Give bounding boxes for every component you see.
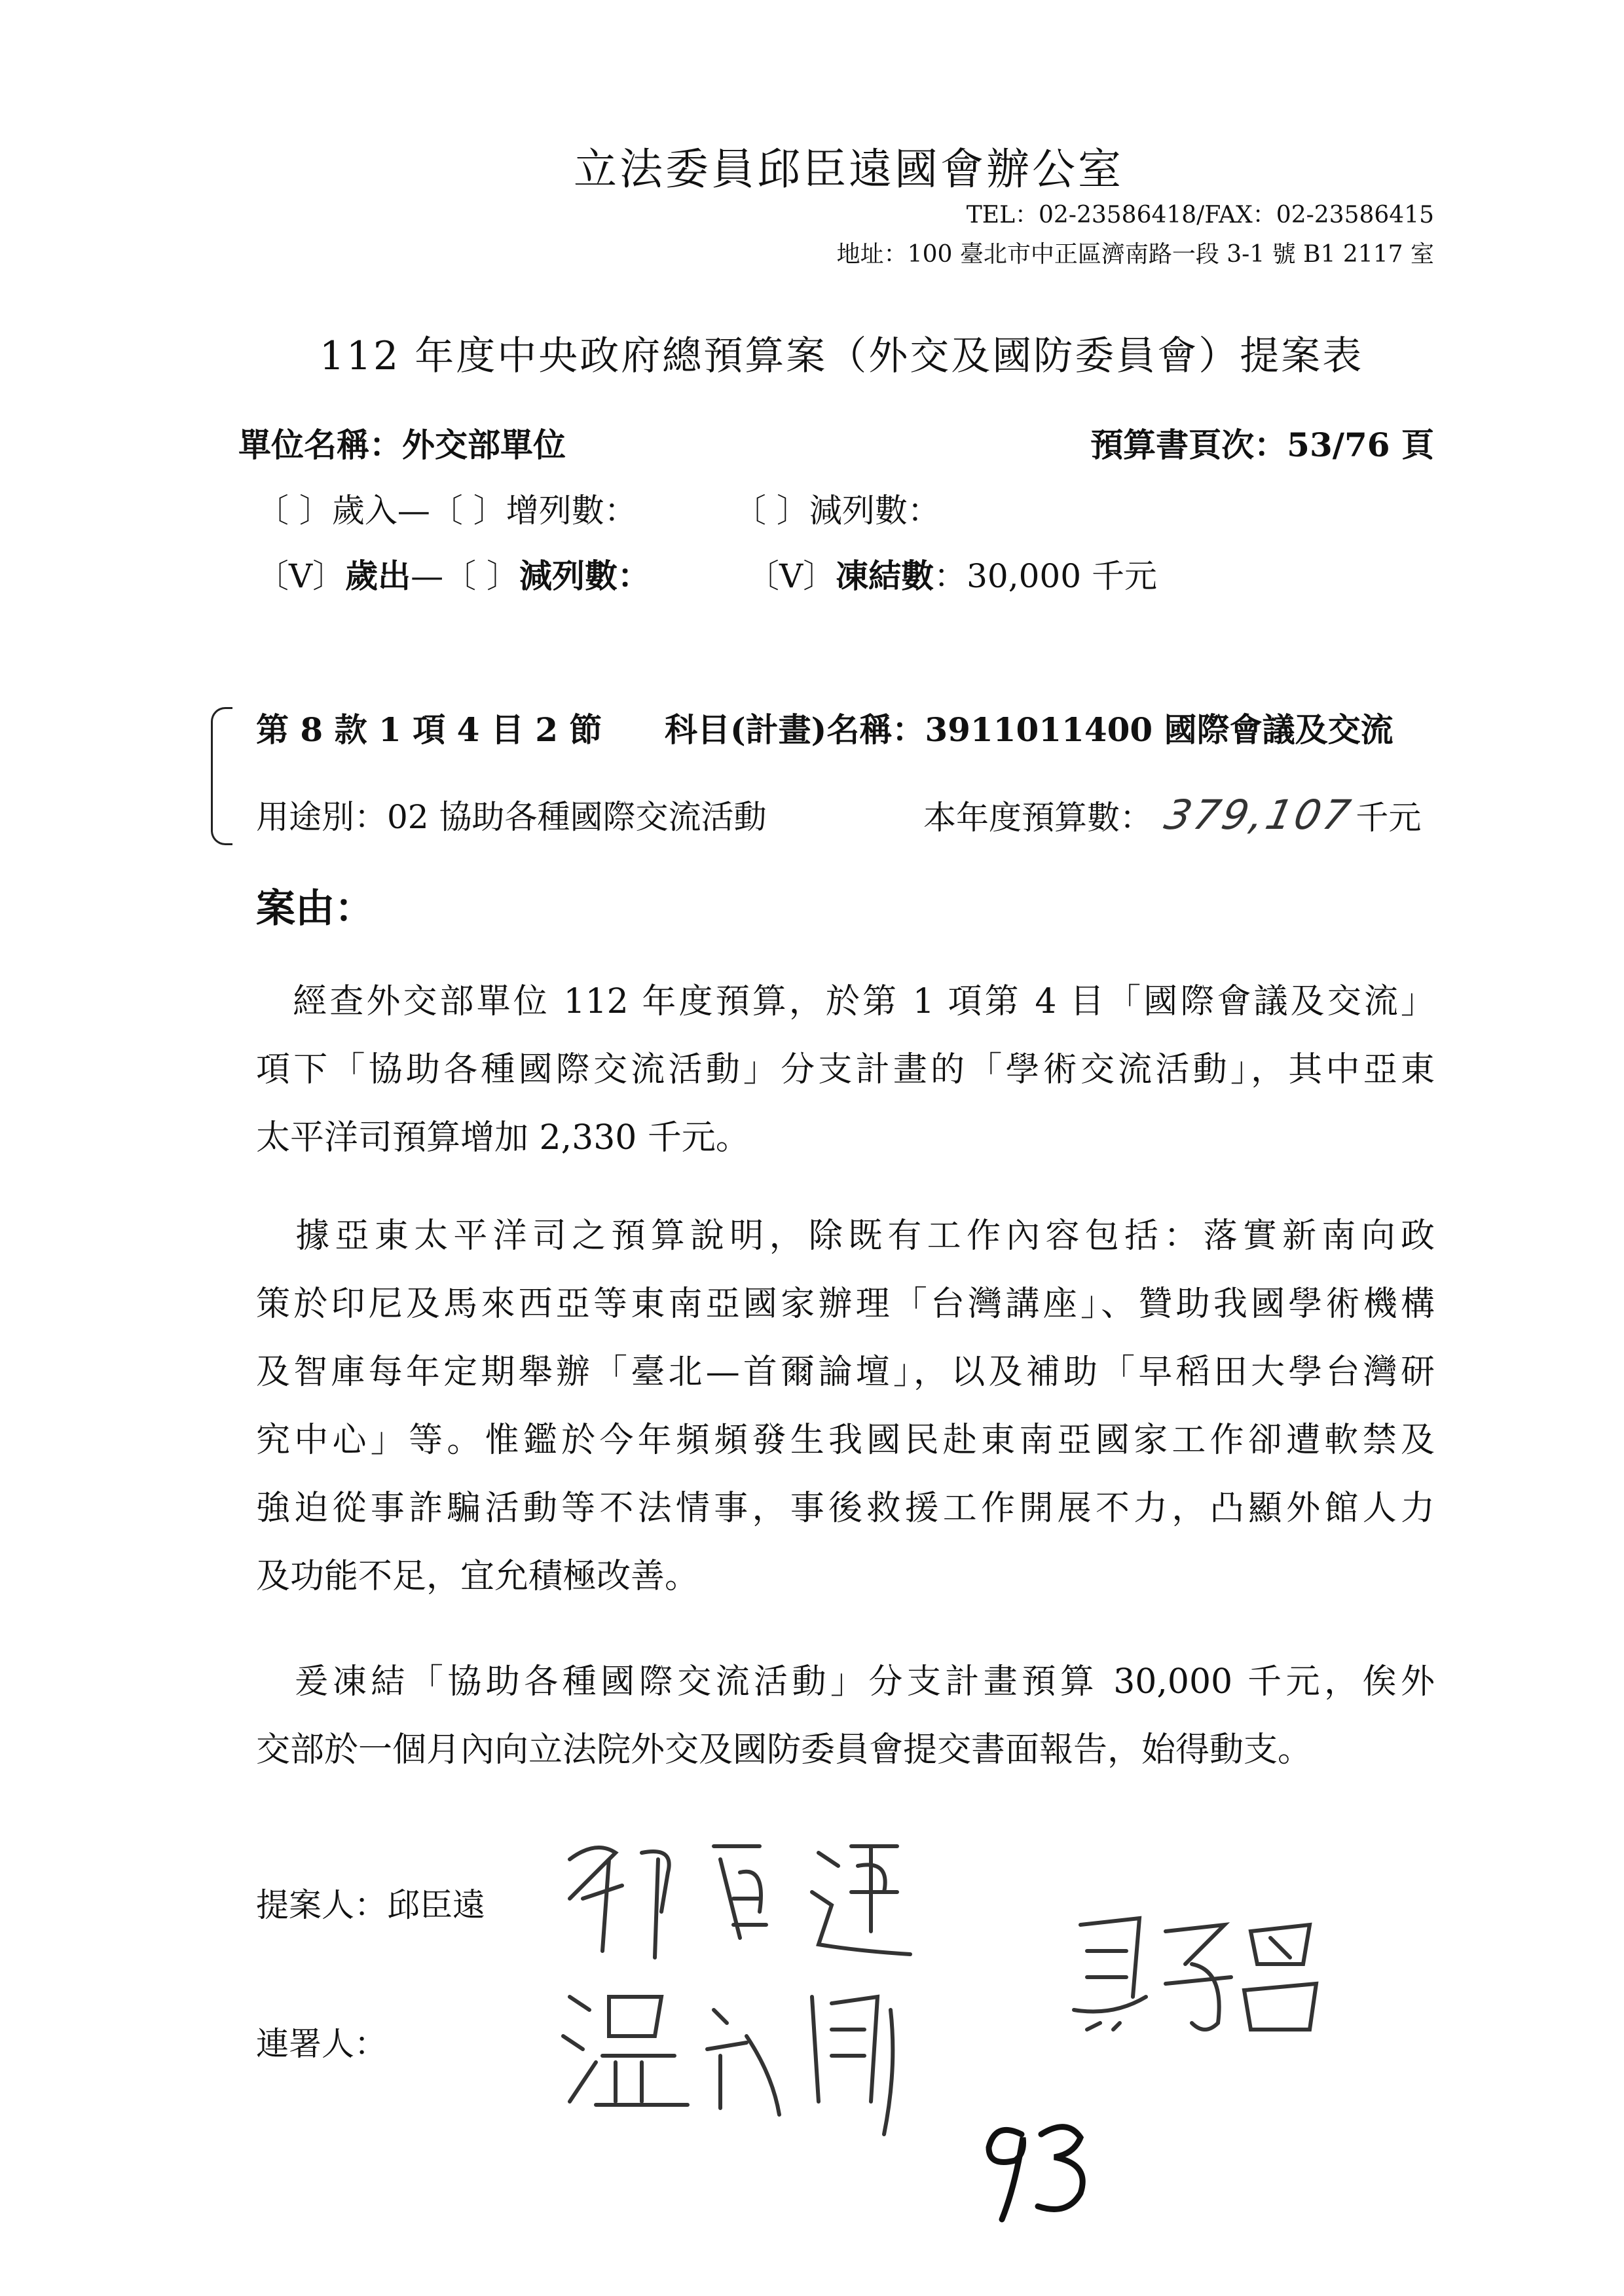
signature-cosigner-1 [550,1971,917,2141]
budget-label: 本年度預算數： [923,799,1153,837]
form-title: 112 年度中央政府總預算案（外交及國防委員會）提案表 [319,333,1364,379]
expense-row-left [256,550,650,597]
paragraph-line: 交部於一個月內向立法院外交及國防委員會提交書面報告，始得動支。 [256,1730,1312,1770]
paragraph-line: 項下「協助各種國際交流活動」分支計畫的「學術交流活動」，其中亞東 [256,1050,1435,1089]
paragraph-2 [256,1202,1435,1611]
paragraph-line: 據亞東太平洋司之預算說明，除既有工作內容包括：落實新南向政 [256,1216,1435,1256]
paragraph-line: 爰凍結「協助各種國際交流活動」分支計畫預算 30,000 千元，俟外 [256,1662,1435,1702]
item-bracket [211,707,232,845]
paragraph-line: 及功能不足，宜允積極改善。 [256,1557,699,1596]
paragraph-line: 究中心」等。惟鑑於今年頻頻發生我國民赴東南亞國家工作卻遭軟禁及 [256,1421,1435,1460]
unit-name: 單位名稱：外交部單位 [238,426,566,464]
revenue-row-right: 〔 〕減列數： [733,492,940,530]
handwritten-page-number [969,2108,1100,2226]
cosigner-label: 連署人： [256,2025,387,2063]
address: 地址：100 臺北市中正區濟南路一段 3-1 號 B1 2117 室 [836,241,1434,268]
office-title: 立法委員邱臣遠國會辦公室 [574,144,1124,194]
expense-label: 歲出 [345,556,411,595]
expense-check: 〔V〕 [256,557,346,595]
signature-proposer [544,1820,950,1977]
proposer-label: 提案人：邱臣遠 [256,1886,485,1924]
item-section: 第 8 款 1 項 4 目 2 節 [256,710,602,749]
paragraph-3 [256,1648,1435,1784]
paragraph-line: 經查外交部單位 112 年度預算，於第 1 項第 4 目「國際會議及交流」 [256,982,1435,1021]
item-subject: 科目(計畫)名稱：3911011400 國際會議及交流 [665,710,1393,749]
budget-unit: 千元 [1356,799,1422,837]
budget-page-ref: 預算書頁次：53/76 頁 [1090,426,1434,464]
item-use: 用途別：02 協助各種國際交流活動 [256,798,767,836]
expense-row-right [747,550,1157,597]
paragraph-1 [256,968,1435,1172]
budget-value-handwritten: 379,107 [1160,791,1357,839]
tel-fax: TEL：02-23586418/FAX：02-23586415 [966,202,1434,228]
paragraph-line: 太平洋司預算增加 2,330 千元。 [256,1118,750,1157]
freeze-check: 〔V〕 [747,557,836,595]
signature-cosigner-2 [1061,1899,1349,2056]
freeze-amount: ：30,000 千元 [934,557,1157,595]
freeze-label: 凍結數 [836,556,934,595]
paragraph-line: 策於印尼及馬來西亞等東南亞國家辦理「台灣講座」、贊助我國學術機構 [256,1285,1435,1324]
paragraph-line: 強迫從事詐騙活動等不法情事，事後救援工作開展不力，凸顯外館人力 [256,1489,1435,1528]
decrease-check: —〔 〕 [411,557,520,595]
paragraph-line: 及智庫每年定期舉辦「臺北—首爾論壇」，以及補助「早稻田大學台灣研 [256,1353,1435,1392]
decrease-label: 減列數： [519,556,651,595]
reason-label: 案由： [256,886,374,932]
item-budget [923,791,1421,839]
revenue-row-left: 〔 〕歲入—〔 〕增列數： [256,492,637,530]
